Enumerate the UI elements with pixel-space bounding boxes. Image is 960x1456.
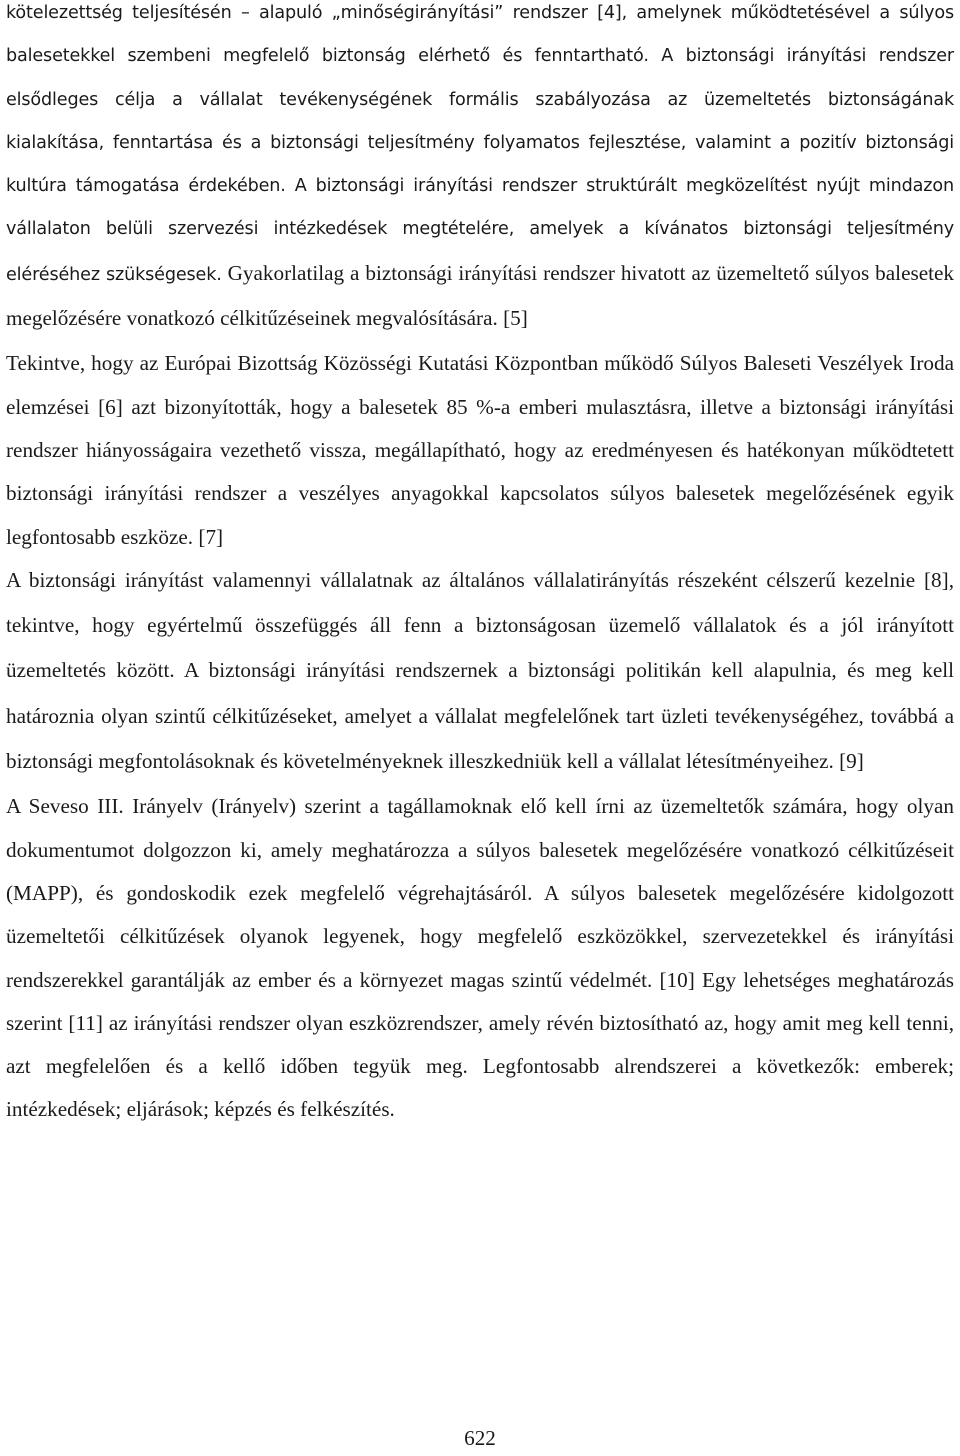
page-number: 622 bbox=[464, 1426, 496, 1450]
paragraph-2: Tekintve, hogy az Európai Bizottság Közösségi Kutatási Központban működő Súlyos Baleseti Veszélyek Iroda elemzései [6] azt bizonyították, hogy a balesetek 85 %-a emberi mulasztásra, illetve a biztonsági irányítási rendszer hiányosságaira vezethető vissza, megállapítható, hogy az eredményesen és hatékonyan működtetett biztonsági irányítási rendszer a veszélyes anyagokkal kapcsolatos súlyos balesetek megelőzésének egyik legfontosabb eszköze. [7] bbox=[6, 351, 954, 549]
paragraph-3-text-a: A biztonsági irányítást valamennyi vállalatnak az általános vállalatirányítás részeként célszerű kezelnie [8], tekintve, hogy egyértelmű összefüggés áll fenn a biztonságosan üzemelő vállalatok és a jól irányított üzemeltetés között. bbox=[6, 567, 954, 683]
document-body bbox=[6, 0, 954, 1132]
paragraph-3-text-b: A biztonsági irányítási rendszernek a biztonsági politikán kell alapulnia, és meg kell határoznia olyan szintű célkitűzéseket, amelyet a vállalat megfelelőnek tart üzleti tevékenységéhez, továbbá a biztonsági megfontolásoknak és követelményeknek illeszkedniük kell a vállalat létesítményeihez. [9] bbox=[6, 658, 954, 774]
paragraph-4: A Seveso III. Irányelv (Irányelv) szerint a tagállamoknak elő kell írni az üzemeltetők számára, hogy olyan dokumentumot dolgozzon ki, amely meghatározza a súlyos balesetek megelőzésére vonatkozó célkitűzéseit (MAPP), és gondoskodik ezek megfelelő végrehajtásáról. A súlyos balesetek megelőzésére kidolgozott üzemeltetői célkitűzések olyanok legyenek, hogy megfelelő eszközökkel, szervezetekkel és irányítási rendszerekkel garantálják az ember és a környezet magas szintű védelmét. [10] Egy lehetséges meghatározás szerint [11] az irányítási rendszer olyan eszközrendszer, amely révén biztosítható az, hogy amit meg kell tenni, azt megfelelően és a kellő időben tegyük meg. Legfontosabb alrendszerei a következők: emberek; intézkedések; eljárások; képzés és felkészítés. bbox=[6, 794, 954, 1122]
paragraph-3 bbox=[6, 559, 954, 785]
paragraph-1 bbox=[6, 0, 954, 342]
paragraph-1-text-a: kötelezettség teljesítésén – alapuló „minőségirányítási” rendszer [4], amelynek működtetésével a súlyos balesetekkel szembeni megfelelő biztonság elérhető és fenntartható. A biztonsági irányítási rendszer elsődleges célja a vállalat tevékenységének formális szabályozása az üzemeltetés biztonságának kialakítása, fenntartása és a biztonsági teljesítmény folyamatos fejlesztése, valamint a pozitív biztonsági kultúra támogatása érdekében. A biztonsági irányítási rendszer struktúrált megközelítést nyújt mindazon vállalaton belüli szervezési intézkedések megtételére, amelyek a kívánatos biztonsági teljesítmény eléréséhez szükségesek. bbox=[6, 3, 954, 285]
paragraph-1-text-b: Gyakorlatilag a biztonsági irányítási rendszer hivatott az üzemeltető súlyos balesetek megelőzésére vonatkozó célkitűzéseinek megvalósítására. [5] bbox=[6, 260, 955, 331]
